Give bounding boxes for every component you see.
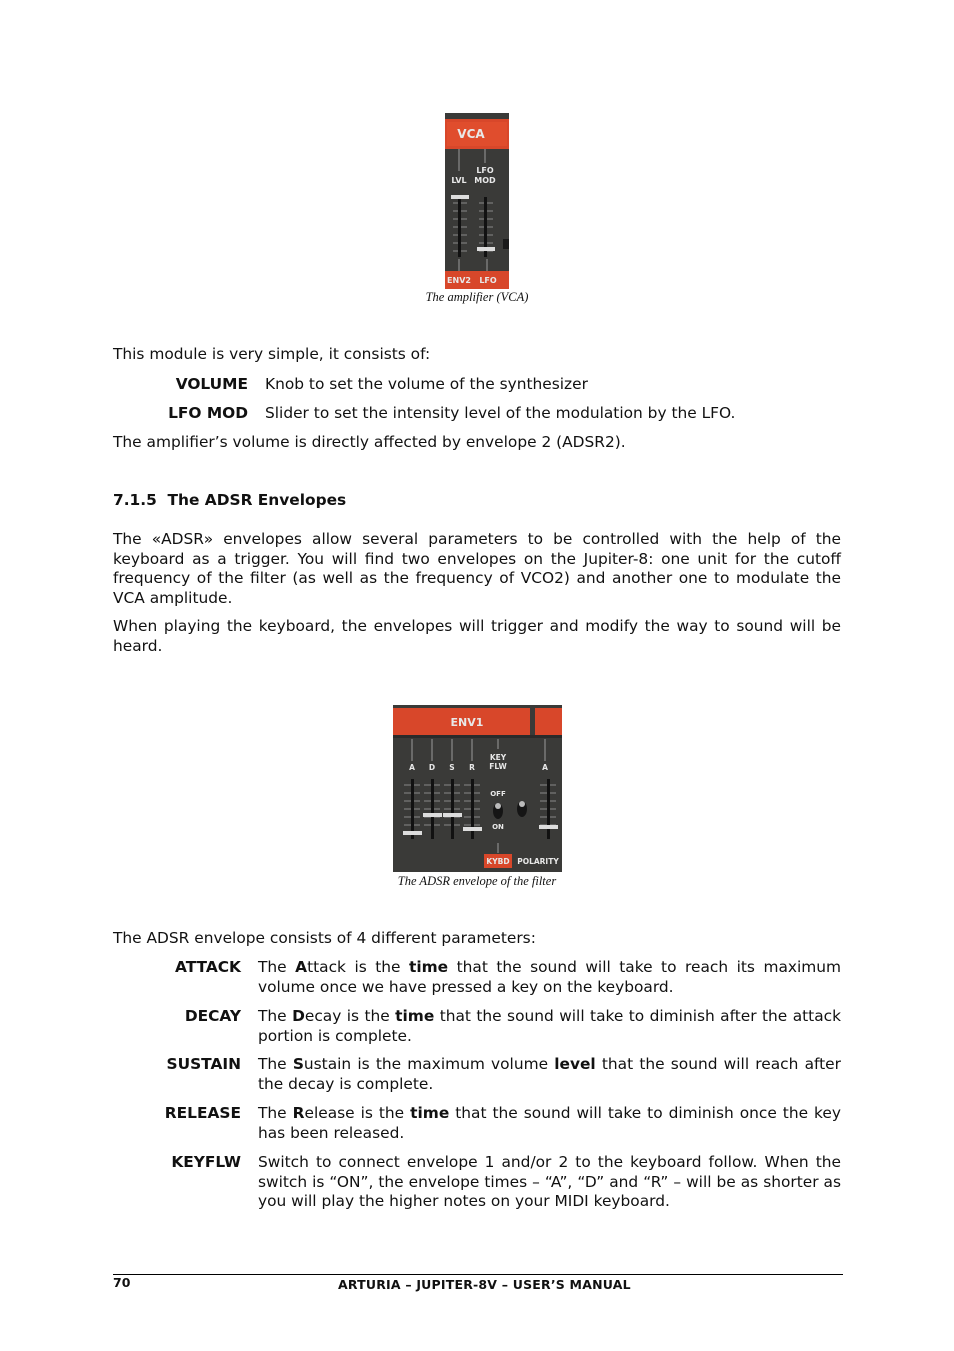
page-number: 70 (113, 1275, 131, 1290)
param-term-lfo-mod: LFO MOD (168, 404, 248, 422)
param-term-volume: VOLUME (175, 375, 248, 393)
env-header-label: ENV1 (450, 716, 484, 729)
vca-intro-text: This module is very simple, it consists of: (113, 345, 431, 363)
adsr-paragraph-1: The «ADSR» envelopes allow several parameters to be controlled with the help of the keyboard as a trigger. You will find two envelopes on the Jupiter-8: one unit for the cutoff frequency of the filter (as well as the frequency of VCO2) and another one to modulate the VCA amplitude. (113, 530, 841, 607)
param-desc-keyflw: Switch to connect envelope 1 and/or 2 to the keyboard follow. When the switch is “ON”, the envelope times – “A”, “D” and “R” – will be as shorter as you will play the higher notes on your MIDI keyboard. (258, 1153, 841, 1210)
param-desc-attack: The Attack is the time that the sound will take to reach its maximum volume once we have pressed a key on the keyboard. (258, 958, 841, 996)
section-number: 7.1.5 (113, 491, 157, 509)
env-label-off: OFF (490, 790, 506, 798)
vca-mod-label: MOD (474, 176, 496, 185)
param-term-sustain: SUSTAIN (166, 1055, 241, 1073)
section-title: The ADSR Envelopes (167, 491, 347, 509)
param-term-attack: ATTACK (174, 958, 241, 976)
footer-rule (113, 1274, 843, 1275)
env-label-r: R (469, 763, 475, 772)
param-desc-sustain: The Sustain is the maximum volume level that the sound will reach after the decay is complete. (258, 1055, 841, 1093)
vca-env2-label: ENV2 (447, 276, 471, 285)
adsr-paragraph-2: When playing the keyboard, the envelopes will trigger and modify the way to sound will be heard. (113, 617, 841, 655)
section-heading (113, 491, 843, 509)
param-desc-decay: The Decay is the time that the sound will take to diminish after the attack portion is complete. (258, 1007, 842, 1045)
vca-lfo-footer-label: LFO (479, 276, 497, 285)
footer-title: ARTURIA – JUPITER-8V – USER’S MANUAL (338, 1277, 631, 1292)
env-label-on: ON (492, 823, 504, 831)
param-desc-volume: Knob to set the volume of the synthesizer (265, 375, 588, 393)
vca-figure-caption: The amplifier (VCA) (425, 290, 529, 304)
env-label-d: D (428, 763, 436, 772)
vca-note-text: The amplifier’s volume is directly affected by envelope 2 (ADSR2). (113, 433, 626, 451)
env-label-next-a: A (542, 763, 548, 772)
env-kybd-label: KYBD (486, 857, 510, 866)
param-term-keyflw: KEYFLW (171, 1153, 241, 1171)
vca-header-label: VCA (457, 127, 485, 141)
env-panel-image (393, 705, 562, 872)
adsr-intro-text: The ADSR envelope consists of 4 different parameters: (113, 929, 536, 947)
env-label-a: A (409, 763, 415, 772)
vca-panel-image (445, 113, 509, 289)
env-label-key: KEY (489, 753, 507, 762)
vca-lvl-label: LVL (451, 176, 467, 185)
env-polarity-label: POLARITY (517, 857, 559, 866)
env-label-flw: FLW (489, 762, 507, 771)
param-term-release: RELEASE (164, 1104, 241, 1122)
param-term-decay: DECAY (184, 1007, 241, 1025)
param-desc-lfo-mod: Slider to set the intensity level of the modulation by the LFO. (265, 404, 736, 422)
param-desc-release: The Release is the time that the sound will take to diminish once the key has been released. (258, 1104, 841, 1142)
env-figure-caption: The ADSR envelope of the filter (397, 874, 557, 888)
vca-lfo-label: LFO (476, 166, 494, 175)
env-label-s: S (449, 763, 455, 772)
